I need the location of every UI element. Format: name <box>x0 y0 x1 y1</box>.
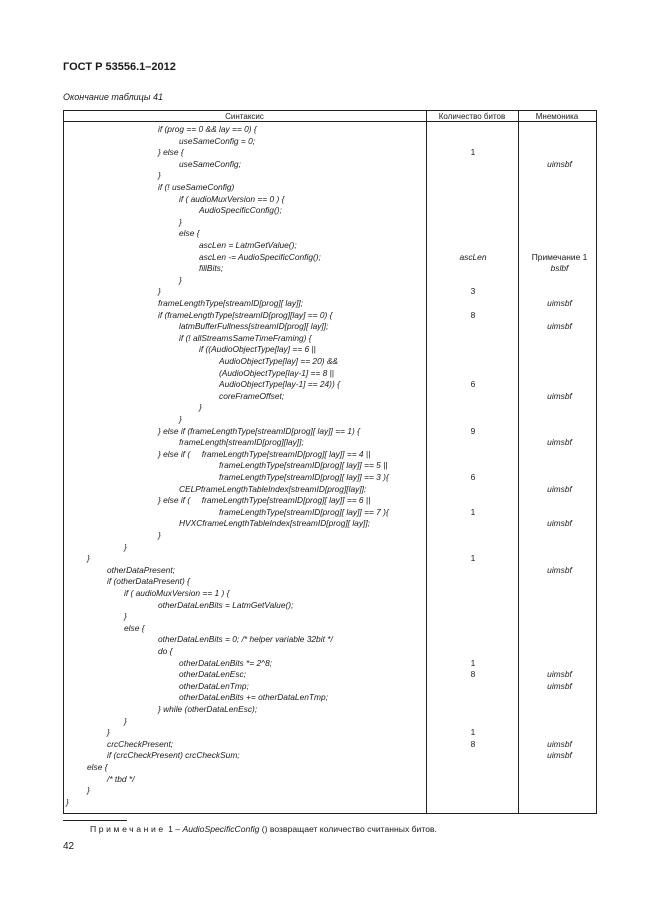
syntax-line: } <box>158 286 161 297</box>
bits-cell: 1 <box>470 727 476 738</box>
footnote-rule <box>63 820 127 821</box>
table-header-border <box>63 121 597 122</box>
syntax-line: if ( audioMuxVersion == 1 ) { <box>124 588 230 598</box>
syntax-line: otherDataPresent; <box>107 564 175 575</box>
syntax-line: otherDataLenEsc; <box>179 669 247 680</box>
table-bottom-border <box>63 813 597 814</box>
mnemonic-cell: uimsbf <box>547 564 572 575</box>
page-number: 42 <box>63 841 75 852</box>
syntax-line: } else if (frameLengthType[streamID[prog][ lay]] == 1) { <box>158 425 360 436</box>
syntax-line: coreFrameOffset; <box>219 390 285 401</box>
bits-cell: 1 <box>470 147 476 158</box>
syntax-line: } else { <box>158 147 184 158</box>
table-caption: Окончание таблицы 41 <box>63 92 163 102</box>
bits-cell: ascLen <box>459 251 487 262</box>
syntax-line: frameLengthType[streamID[prog][ lay]] == 5 || <box>219 460 388 471</box>
syntax-line: HVXCframeLengthTableIndex[streamID[prog][ lay]]; <box>179 518 371 529</box>
syntax-line: } <box>107 727 110 738</box>
footnote-text: () возвращает количество считанных битов. <box>259 824 437 834</box>
bits-cell: 3 <box>470 286 476 297</box>
syntax-line: } <box>158 530 161 540</box>
syntax-line: if ((AudioObjectType[lay] == 6 || <box>199 344 316 355</box>
mnemonic-cell: uimsbf <box>547 158 572 169</box>
mnemonic-cell: uimsbf <box>547 483 572 494</box>
mnemonic-cell: uimsbf <box>547 321 572 332</box>
syntax-line: frameLength[streamID[prog][lay]]; <box>179 437 304 448</box>
syntax-line: } else if ( frameLengthType[streamID[prog][ lay]] == 4 || <box>158 448 371 459</box>
footnote-label: Примечание <box>90 824 166 834</box>
bits-cell: 9 <box>470 425 476 436</box>
document-header: ГОСТ Р 53556.1–2012 <box>63 61 176 73</box>
syntax-line: else { <box>179 228 200 239</box>
mnemonic-cell: uimsbf <box>547 680 572 691</box>
syntax-line: } <box>158 170 161 181</box>
syntax-line: CELPframeLengthTableIndex[streamID[prog][lay]]; <box>179 483 367 494</box>
syntax-line: frameLengthType[streamID[prog][ lay]]; <box>158 298 304 308</box>
bits-cell: 1 <box>470 657 476 668</box>
mnemonic-cell: uimsbf <box>547 738 572 749</box>
bits-cell: 1 <box>470 506 476 517</box>
syntax-line: useSameConfig = 0; <box>179 135 256 146</box>
footnote <box>90 824 437 834</box>
syntax-line: /* tbd */ <box>107 773 135 784</box>
bits-cell: 8 <box>470 309 476 320</box>
mnemonic-cell: uimsbf <box>547 750 572 761</box>
bits-cell: 8 <box>470 738 476 749</box>
bits-cell: 8 <box>470 669 476 680</box>
syntax-line: if (! allStreamsSameTimeFraming) { <box>179 332 312 343</box>
syntax-line: if (! useSameConfig) <box>158 182 235 192</box>
column-divider-mnemonic <box>518 110 519 814</box>
footnote-term: AudioSpecificConfig <box>182 824 260 834</box>
bits-cell: 1 <box>470 553 476 564</box>
mnemonic-cell: uimsbf <box>547 669 572 680</box>
syntax-line: crcCheckPresent; <box>107 738 174 749</box>
bits-cell: 6 <box>470 379 476 390</box>
mnemonic-cell: bslbf <box>550 263 569 274</box>
syntax-line: AudioObjectType[lay] == 20) && <box>219 356 339 366</box>
syntax-line: (AudioObjectType[lay-1] == 8 || <box>219 367 334 378</box>
syntax-line: latmBufferFullness[streamID[prog][ lay]]; <box>179 321 329 332</box>
syntax-line: frameLengthType[streamID[prog][ lay]] == 7 ){ <box>219 506 389 517</box>
mnemonic-cell: Примечание 1 <box>531 251 588 262</box>
syntax-line: AudioSpecificConfig(); <box>199 205 282 216</box>
syntax-line: otherDataLenBits = LatmGetValue(); <box>158 599 294 610</box>
syntax-line: frameLengthType[streamID[prog][ lay]] == 3 ){ <box>219 472 389 482</box>
syntax-line: if (prog == 0 && lay == 0) { <box>158 124 257 134</box>
syntax-line: } <box>124 611 127 622</box>
syntax-line: } <box>124 541 127 552</box>
syntax-line: otherDataLenBits = 0; /* helper variable 32bit */ <box>158 634 333 645</box>
syntax-line: if (crcCheckPresent) crcCheckSum; <box>107 750 240 761</box>
syntax-line: } <box>124 715 127 726</box>
syntax-line: else { <box>87 762 108 772</box>
column-header-syntax: Синтаксис <box>225 112 264 121</box>
syntax-line: otherDataLenBits += otherDataLenTmp; <box>179 692 328 703</box>
syntax-line: fillBits; <box>199 263 224 274</box>
mnemonic-cell: uimsbf <box>547 390 572 401</box>
syntax-line: do { <box>158 646 173 656</box>
syntax-line: } <box>179 274 182 285</box>
syntax-line: } <box>66 796 69 807</box>
column-divider-bits <box>426 110 427 814</box>
syntax-line: AudioObjectType[lay-1] == 24)) { <box>219 379 340 390</box>
column-header-mnemonic: Мнемоника <box>535 112 579 121</box>
footnote-number: 1 – <box>168 824 181 834</box>
table-left-border <box>63 110 64 814</box>
bits-cell: 6 <box>470 472 476 482</box>
syntax-line: } <box>87 785 90 796</box>
syntax-line: if (otherDataPresent) { <box>107 576 190 587</box>
syntax-line: } else if ( frameLengthType[streamID[prog][ lay]] == 6 || <box>158 495 371 506</box>
syntax-line: } while (otherDataLenEsc); <box>158 704 258 714</box>
syntax-line: else { <box>124 622 145 633</box>
syntax-line: if (frameLengthType[streamID[prog][lay] == 0) { <box>158 309 333 320</box>
syntax-line: } <box>179 414 182 424</box>
mnemonic-cell: uimsbf <box>547 437 572 448</box>
syntax-line: otherDataLenBits *= 2^8; <box>179 657 273 668</box>
column-header-bits: Количество битов <box>438 112 506 121</box>
syntax-line: } <box>179 216 182 227</box>
syntax-line: } <box>199 402 202 413</box>
syntax-line: useSameConfig; <box>179 158 241 169</box>
mnemonic-cell: uimsbf <box>547 518 572 529</box>
syntax-line: } <box>87 553 90 564</box>
syntax-line: otherDataLenTmp; <box>179 680 249 691</box>
table-top-border <box>63 110 597 111</box>
syntax-line: if ( audioMuxVersion == 0 ) { <box>179 193 285 204</box>
syntax-line: ascLen -= AudioSpecificConfig(); <box>199 251 321 262</box>
table-right-border <box>596 110 597 814</box>
syntax-line: ascLen = LatmGetValue(); <box>199 240 297 250</box>
mnemonic-cell: uimsbf <box>547 298 572 308</box>
